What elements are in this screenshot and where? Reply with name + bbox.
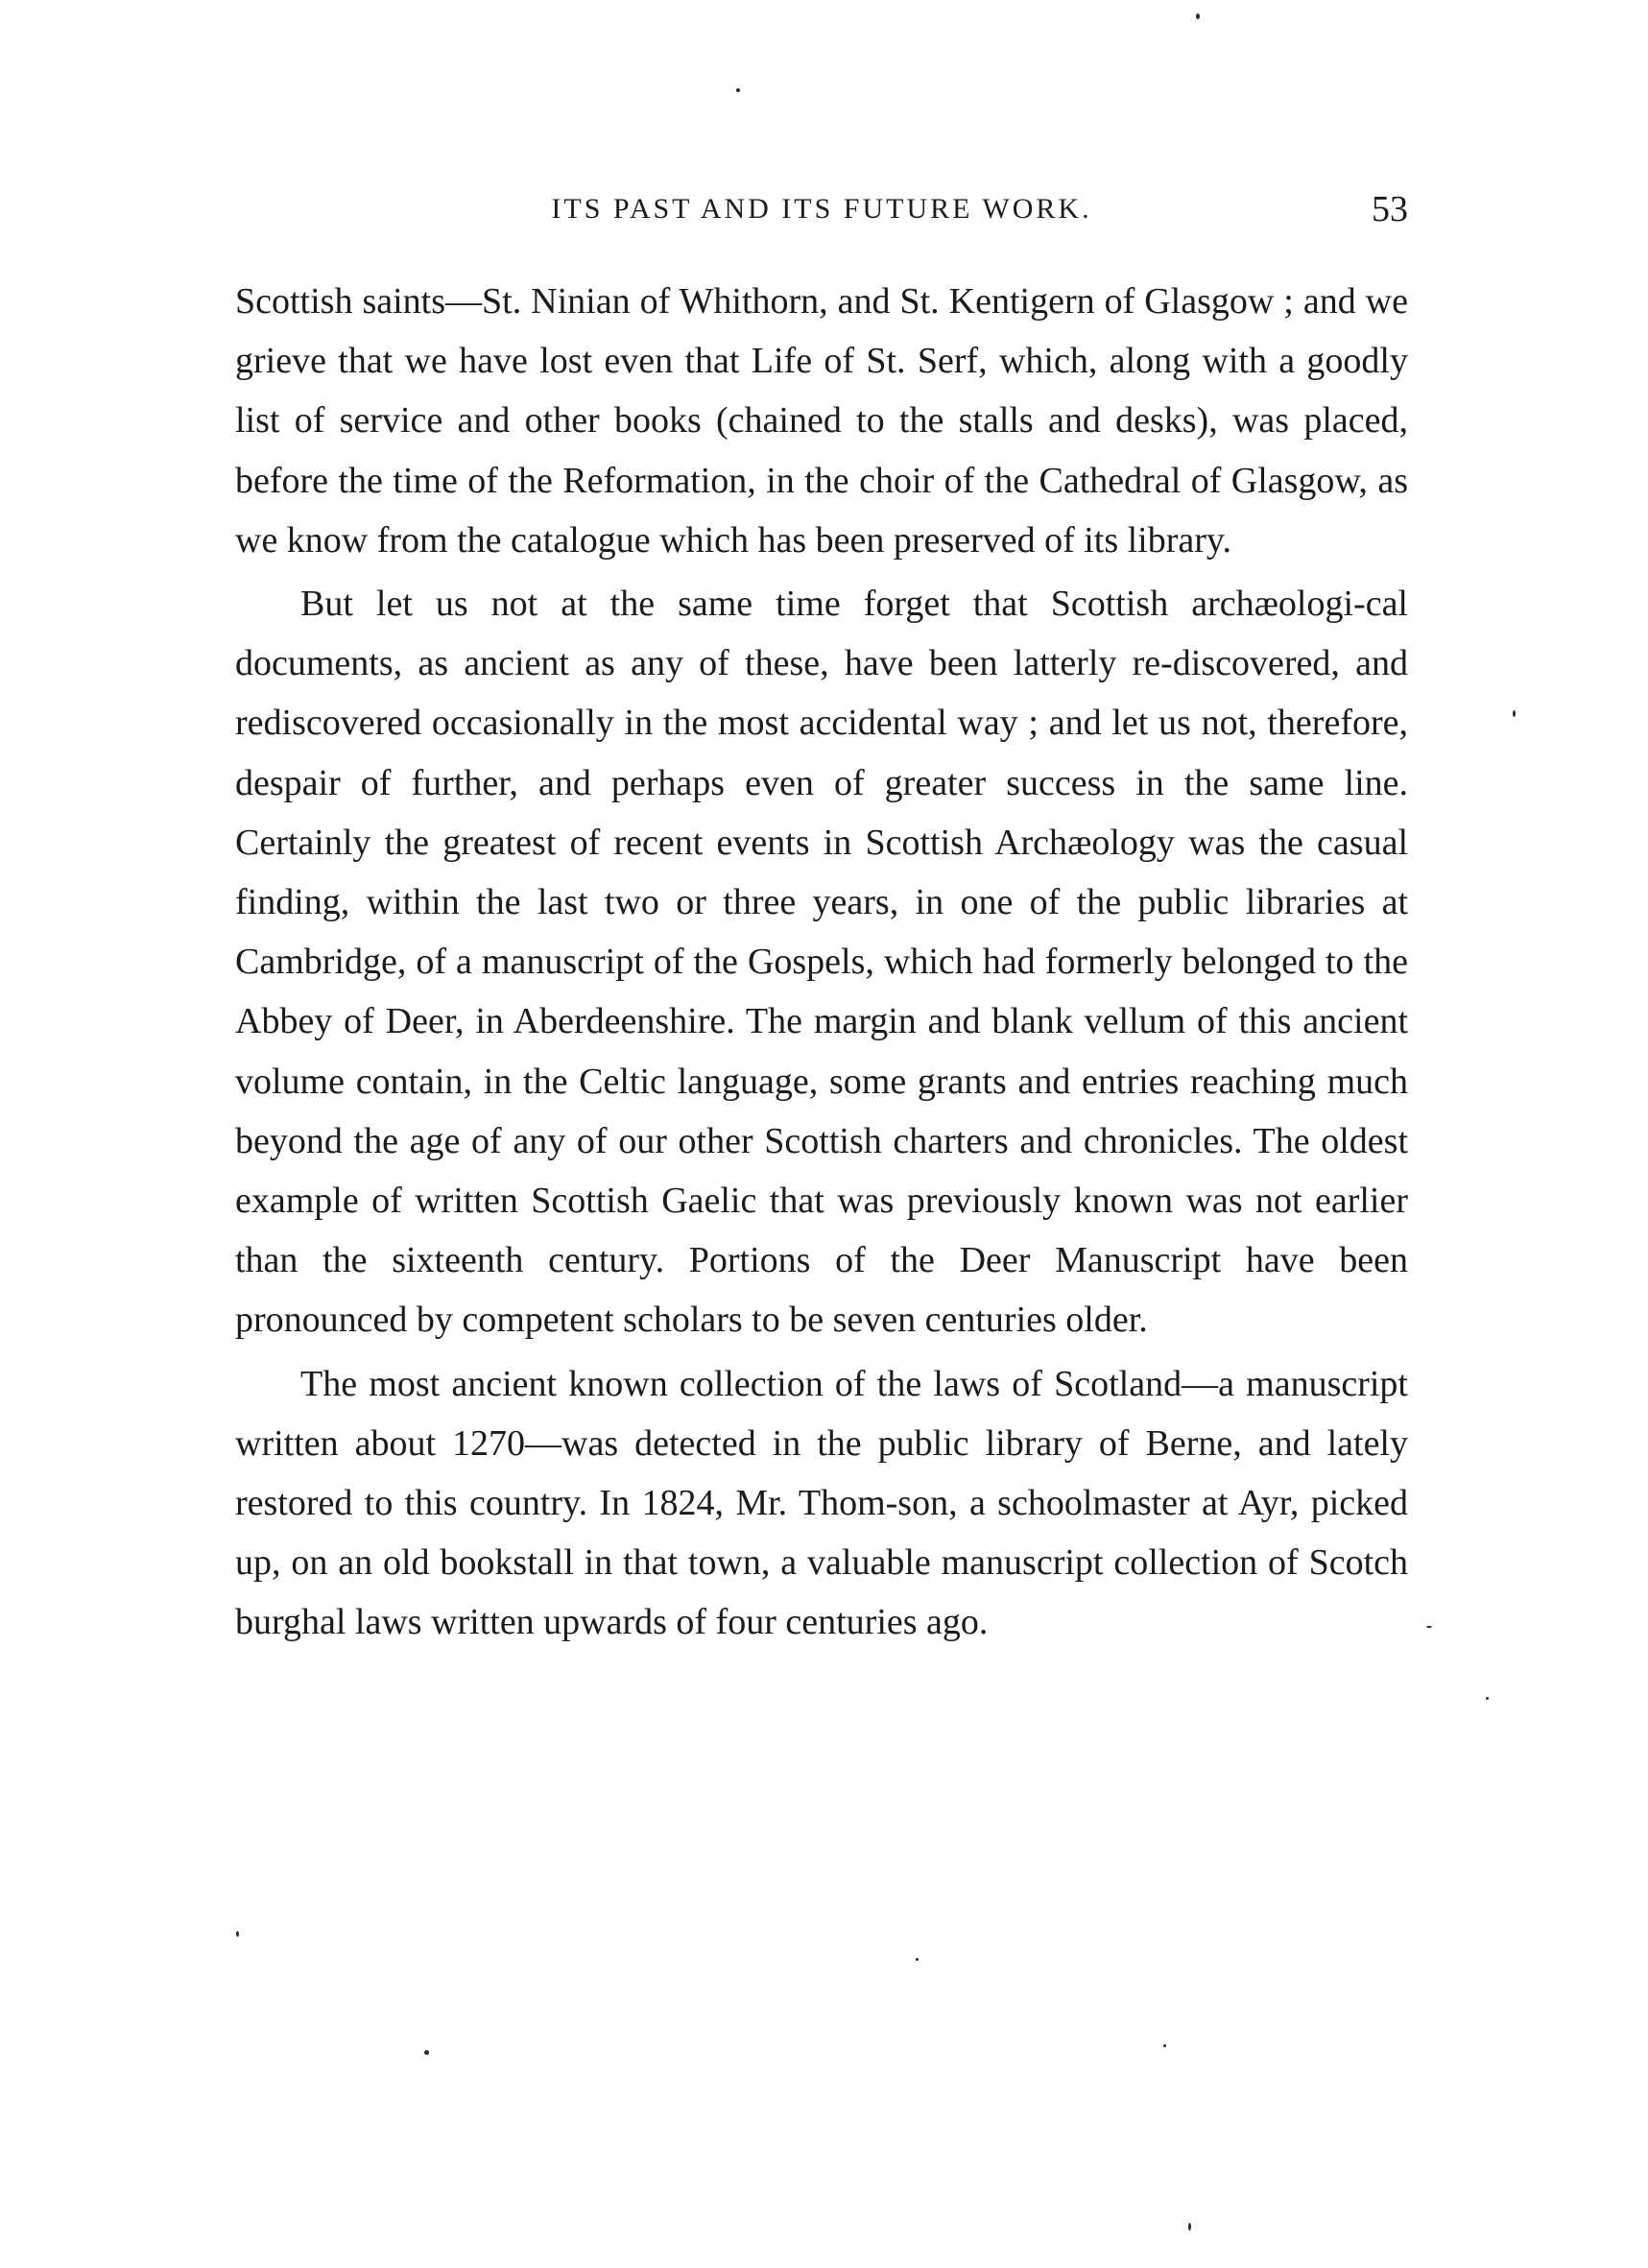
page-number: 53 <box>1372 189 1408 229</box>
paragraph-3: The most ancient known collection of the laws of Scotland—a manuscript written about 1270—was detected in the public library of Berne, and lately restored to this country. In 1824, Mr. Thom-son, a schoolmaster at Ayr, picked up, on an old bookstall in that town, a valuable manuscript collection of Scotch burghal laws written upwards of four centuries ago. <box>235 1363 1408 1643</box>
paragraph-2: But let us not at the same time forget that Scottish archæologi-cal documents, as ancient as any of these, have been latterly re-discovered, and rediscovered occasionally in the most accidental way ; and let us not, therefore, despair of further, and perhaps even of greater success in the same line. Certainly the greatest of recent events in Scottish Archæology was the casual finding, within the last two or three years, in one of the public libraries at Cambridge, of a manuscript of the Gospels, which had formerly belonged to the Abbey of Deer, in Aberdeenshire. The margin and blank vellum of this ancient volume contain, in the Celtic language, some grants and entries reaching much beyond the age of any of our other Scottish charters and chronicles. The oldest example of written Scottish Gaelic that was previously known was not earlier than the sixteenth century. Portions of the Deer Manuscript have been pronounced by competent scholars to be seven centuries older. <box>235 584 1408 1341</box>
scan-speck <box>1188 2223 1191 2231</box>
scan-speck <box>236 1931 239 1937</box>
scan-speck <box>1486 1697 1489 1700</box>
scan-speck <box>1426 1626 1432 1628</box>
body-text <box>235 272 1408 1653</box>
running-title: ITS PAST AND ITS FUTURE WORK. <box>551 193 1092 225</box>
scan-speck <box>424 2050 429 2055</box>
scan-speck <box>1196 13 1200 19</box>
running-head <box>235 180 1408 238</box>
paragraph-1: Scottish saints—St. Ninian of Whithorn, and St. Kentigern of Glasgow ; and we grieve that we have lost even that Life of St. Serf, which, along with a goodly list of service and other books (chained to the stalls and desks), was placed, before the time of the Reformation, in the choir of the Cathedral of Glasgow, as we know from the catalogue which has been preserved of its library. <box>235 281 1408 561</box>
scan-speck <box>1513 710 1516 717</box>
scan-speck <box>1163 2044 1166 2047</box>
scan-speck <box>736 88 740 92</box>
scan-speck <box>916 1958 919 1961</box>
